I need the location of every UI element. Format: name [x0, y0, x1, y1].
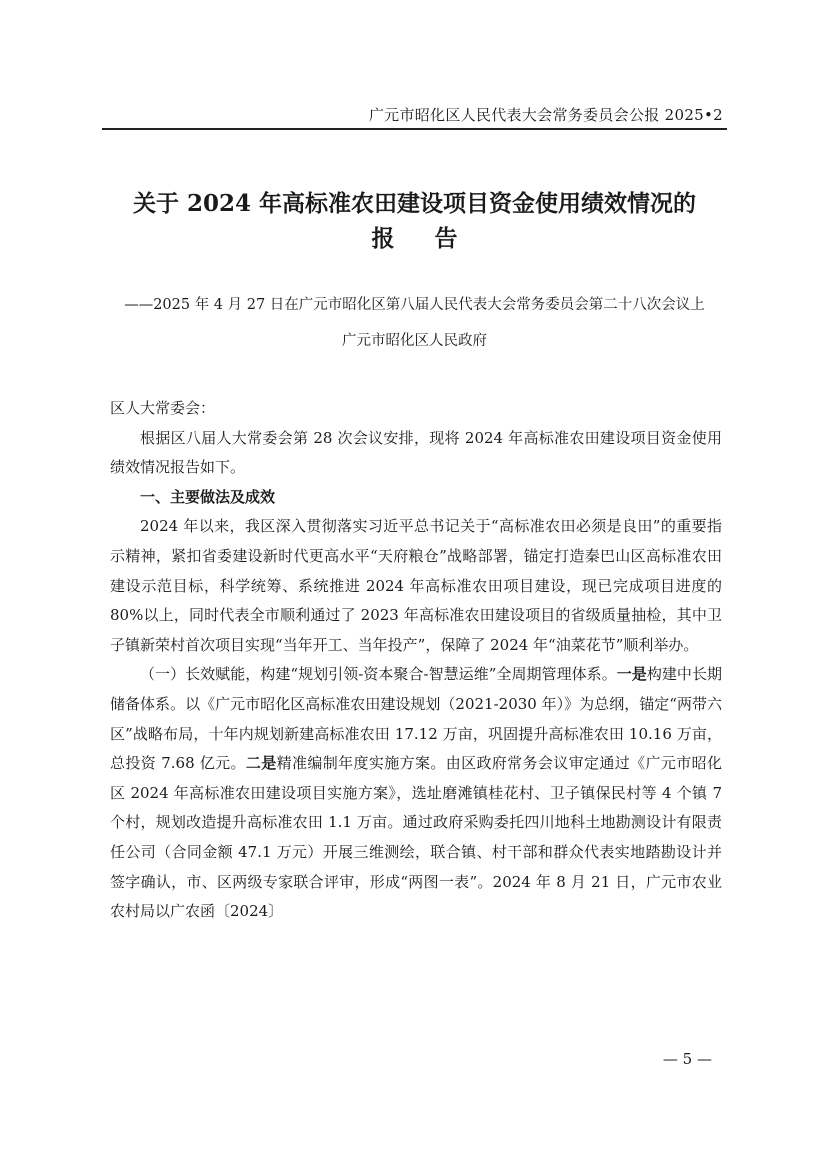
- lead-word-1: 一是: [616, 665, 647, 684]
- document-title-line-2: 报告: [371, 225, 498, 252]
- running-header-title: 广元市昭化区人民代表大会常务委员会公报 2025•2: [368, 106, 723, 124]
- page-number: — 5 —: [662, 1050, 712, 1068]
- subsection-heading: （一）长效赋能，构建“规划引领-资本聚合-智慧运维”全周期管理体系。: [140, 665, 617, 684]
- salutation: 区人大常委会：: [110, 399, 216, 417]
- body-paragraph-1: 2024 年以来，我区深入贯彻落实习近平总书记关于“高标准农田必须是良田”的重要指示精神，紧扣省委建设新时代更高水平“天府粮仓”战略部署，锚定打造秦巴山区高标准农田建设示范目标，科学统筹、系统推进 2024 年高标准农田项目建设，现已完成项目进度的 80%以上，同时代表全市顺利通过了 2023 年高标准农田建设项目的省级质量抽检，其中卫子镇新荣村首次项目实现“当年开工、当年投产”，保障了 2024 年“油菜花节”顺利举办。: [110, 517, 722, 654]
- document-body: [110, 394, 722, 927]
- header-rule: [102, 128, 727, 130]
- document-title-line-1: 关于 2024 年高标准农田建设项目资金使用绩效情况的: [132, 190, 697, 217]
- meeting-subtitle: ——2025 年 4 月 27 日在广元市昭化区第八届人民代表大会常务委员会第二十八次会议上: [124, 297, 705, 313]
- running-header: [102, 96, 727, 130]
- section-heading: 一、主要做法及成效: [140, 487, 276, 506]
- body-paragraph-2: [110, 660, 722, 926]
- paragraph-2-text-1: 构建中长期储备体系。以《广元市昭化区高标准农田建设规划（2021-2030 年）》为总纲，锚定“两带六区”战略布局，十年内规划新建高标准农田 17.12 万亩，巩固提升高标准农田 10.16 万亩，总投资 7.68 亿元。: [110, 665, 722, 773]
- issuer-subtitle: 广元市昭化区人民政府: [342, 333, 487, 349]
- intro-paragraph: 根据区八届人大常委会第 28 次会议安排，现将 2024 年高标准农田建设项目资金使用绩效情况报告如下。: [110, 428, 722, 477]
- paragraph-2-text-2: 精准编制年度实施方案。由区政府常务会议审定通过《广元市昭化区 2024 年高标准农田建设项目实施方案》，选址磨滩镇桂花村、卫子镇保民村等 4 个镇 7 个村，规划改造提升高标准农田 1.1 万亩。通过政府采购委托四川地科土地勘测设计有限责任公司（合同金额 47.1 万元）开展三维测绘，联合镇、村干部和群众代表实地踏勘设计并签字确认，市、区两级专家联合评审，形成“两图一表”。2024 年 8 月 21 日，广元市农业农村局以广农函〔2024〕: [110, 754, 722, 921]
- lead-word-2: 二是: [245, 754, 277, 773]
